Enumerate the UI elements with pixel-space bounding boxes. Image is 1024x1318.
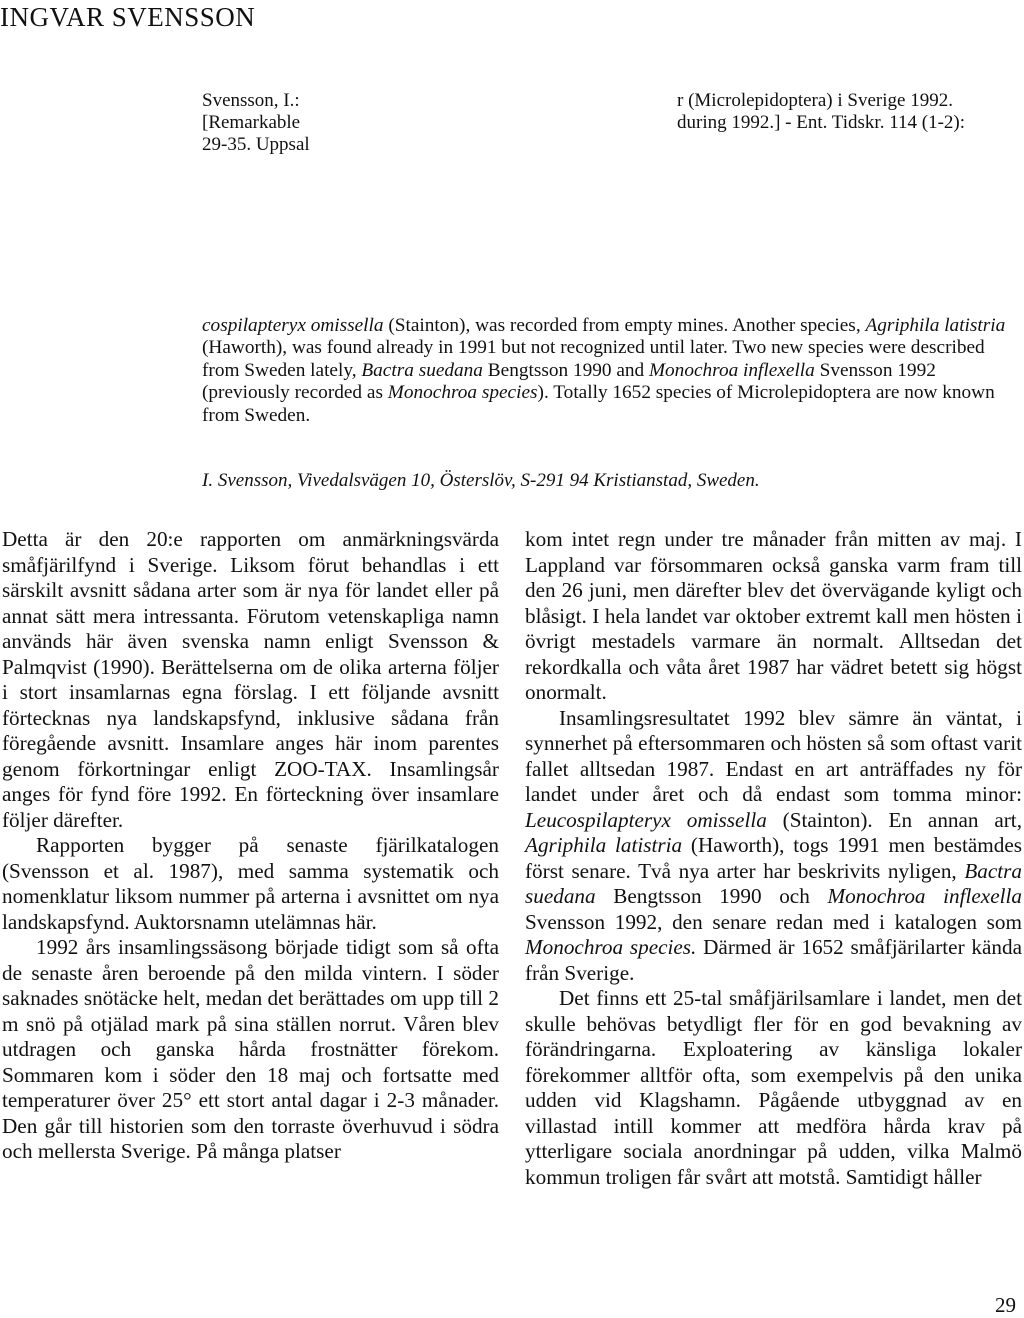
species-name: Monochroa species. — [525, 935, 697, 959]
abstract-text-4: Svensson 1992 (previously recorded as — [202, 359, 936, 404]
abstract-text-1: (Stainton), was recorded from empty mines. Another species, — [383, 315, 866, 336]
abstract — [202, 315, 1022, 427]
body-paragraph: 1992 års insamlingssäsong började tidigt som så ofta de senaste åren beroende på den milda vintern. I söder saknades snötäcke helt, medan det berättades om upp till 2 m snö på otjälad mark på sina ställen norrut. Våren blev utdragen och ganska hårda frostnätter förekom. Sommaren kom i söder den 18 maj och fortsatte med temperaturer över 25° ett stort antal dagar i 2-3 månader. Den går till historien som den torraste överhuvud i södra och mellersta Sverige. På många platser — [2, 935, 499, 1163]
species-name: Leucospilapteryx omissella — [525, 807, 767, 832]
citation-left-line-3: 29-35. Uppsal — [202, 134, 310, 155]
body-text: (Haworth), togs 1991 men bestämdes först senare. Två nya arter har beskrivits nyligen, — [525, 833, 1022, 883]
body-paragraph: Detta är den 20:e rapporten om anmärkningsvärda småfjärilfynd i Sverige. Liksom förut behandlas i ett särskilt avsnitt sådana arter som är nya för landet eller på annat sätt mera intressanta. Förutom vetenskapliga namn används här även svenska namn enligt Svensson & Palmqvist (1990). Berättelserna om de olika arterna följer i stort insamlarnas egna förslag. I ett följande avsnitt förtecknas nya landskapsfynd, inklusive sådana från föregående avsnitt. Insamlare anges här inom parentes genom förkortningar enligt ZOO-TAX. Insamlingsår anges för fynd före 1992. En förteckning över insamlare följer därefter. — [2, 527, 499, 832]
body-column-right — [525, 527, 1022, 1190]
species-name: Monochroa inflexella — [827, 884, 1022, 908]
abstract-text-2: (Haworth), was found already in 1991 but not recognized until later. Two new species were described from Sweden lately, — [202, 337, 985, 381]
body-paragraph — [525, 706, 1022, 987]
body-text: Bengtsson 1990 och — [595, 884, 828, 908]
body-text: Svensson 1992, den senare redan med i katalogen som — [525, 909, 1022, 934]
body-text: Insamlingsresultatet 1992 blev sämre än väntat, i synnerhet på eftersommaren och hösten så som oftast varit fallet alltsedan 1987. Endast en art anträffades ny för landet under året och då endast som tomma minor: — [525, 705, 1022, 806]
abstract-species-4: Monochroa inflexella — [648, 359, 815, 381]
author-address: I. Svensson, Vivedalsvägen 10, Österslöv, S-291 94 Kristianstad, Sweden. — [202, 470, 760, 491]
abstract-text-5: ). Totally 1652 species of Microlepidoptera are now known from Sweden. — [202, 382, 995, 426]
citation-left-line-2: [Remarkable — [202, 112, 301, 133]
citation-right-line-1: r (Microlepidoptera) i Sverige 1992. — [677, 90, 953, 111]
citation-right-line-2: during 1992.] - Ent. Tidskr. 114 (1-2): — [677, 112, 965, 133]
body-paragraph: Rapporten bygger på senaste fjärilkatalogen (Svensson et al. 1987), med samma systematik och nomenklatur liksom nummer på arterna i avsnittet om nya landskapsfynd. Auktorsnamn utelämnas här. — [2, 833, 499, 934]
running-header-author: INGVAR SVENSSON — [0, 2, 256, 32]
abstract-text-3: Bengtsson 1990 and — [482, 359, 649, 381]
abstract-species-2: Agriphila latistria — [865, 315, 1006, 336]
species-name: Agriphila latistria — [525, 833, 683, 857]
body-column-left — [2, 527, 499, 1165]
abstract-species-3: Bactra suedana — [361, 359, 483, 381]
body-paragraph: kom intet regn under tre månader från mitten av maj. I Lappland var försommaren också ganska varm fram till den 26 juni, men därefter blev det övervägande kyligt och blåsigt. I hela landet var oktober extremt kall men hösten i övrigt mestadels varmare än normalt. Alltsedan det rekordkalla och våta året 1987 har vädret betett sig högst onormalt. — [525, 527, 1022, 704]
body-text: (Stainton). En annan art, — [766, 807, 1022, 832]
abstract-species-1: cospilapteryx omissella — [202, 315, 384, 336]
page-number: 29 — [995, 1293, 1016, 1317]
species-name: Bactra suedana — [525, 858, 1022, 908]
body-text: Därmed är 1652 småfjärilarter kända från Sverige. — [525, 935, 1022, 985]
abstract-species-5: Monochroa species — [387, 382, 538, 404]
citation-left-line-1: Svensson, I.: — [202, 90, 300, 111]
body-paragraph: Det finns ett 25-tal småfjärilsamlare i landet, men det skulle behövas betydligt fler för en god bevakning av förändringarna. Exploatering av känsliga lokaler förekommer alltför ofta, som exempelvis på den unika udden vid Klagshamn. Pågående utbyggnad av en villastad intill kommer att medföra hårda krav på ytterligare sociala anordningar på udden, vilka Malmö kommun troligen får svårt att motstå. Samtidigt håller — [525, 986, 1022, 1189]
